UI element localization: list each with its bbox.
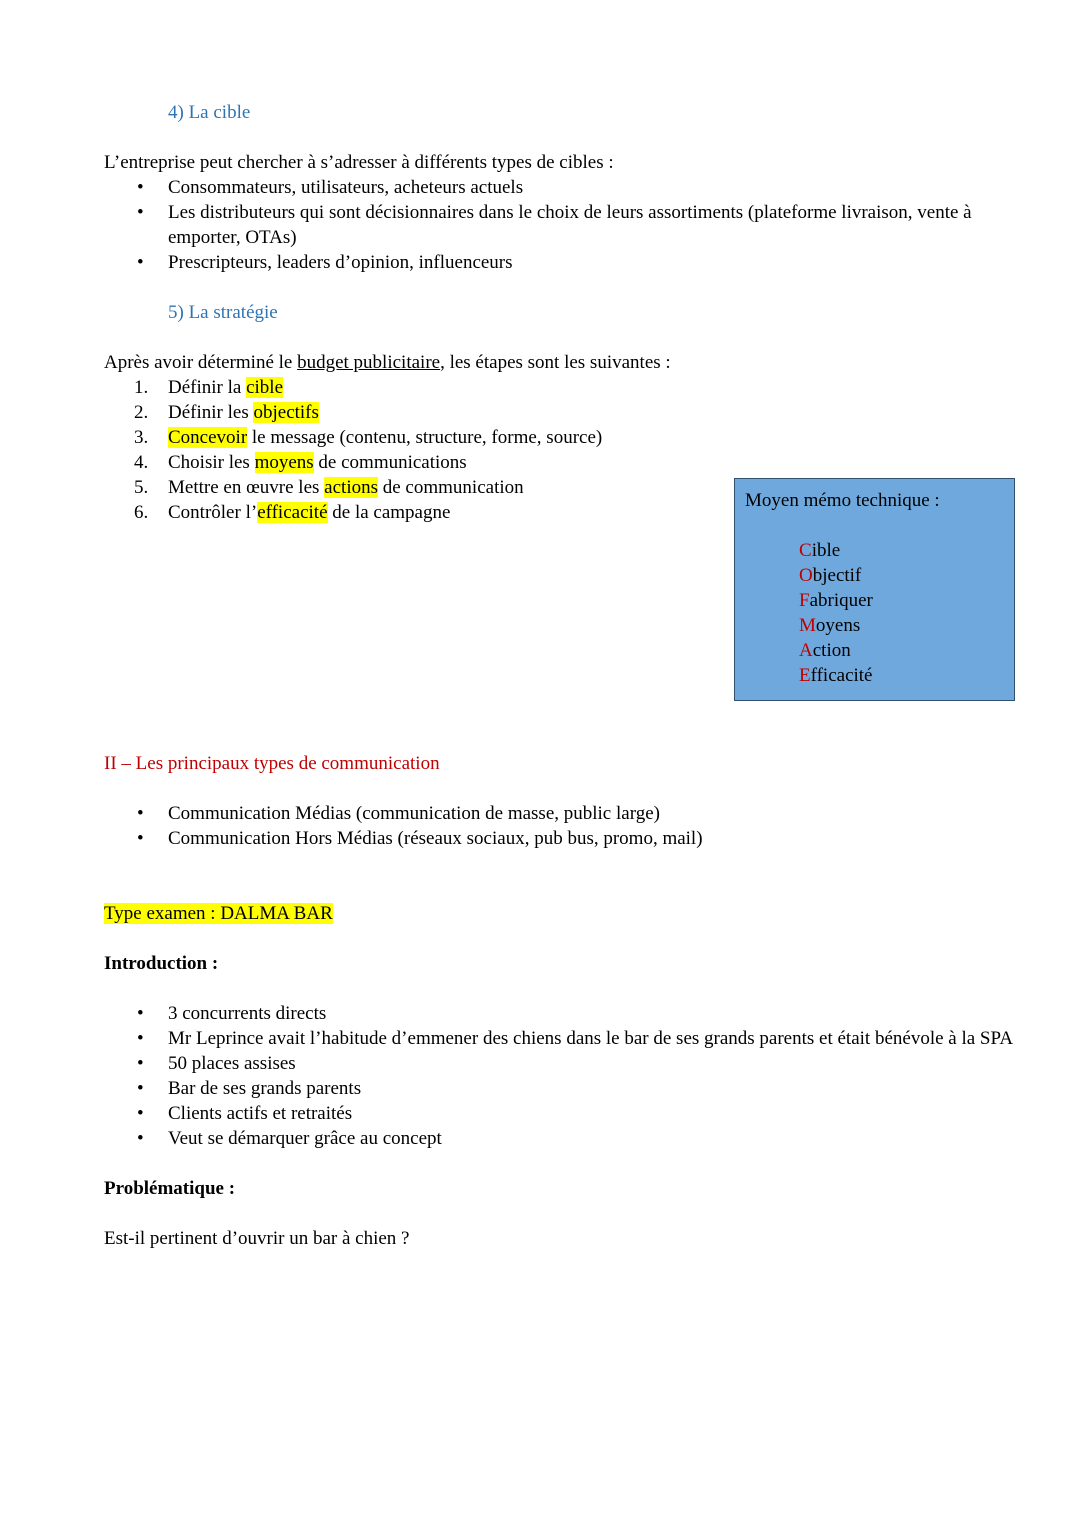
- list-item: • Veut se démarquer grâce au concept: [104, 1126, 1014, 1151]
- memo-rest: ction: [812, 640, 851, 661]
- memo-rest: bjectif: [812, 565, 862, 586]
- memo-rest: fficacité: [810, 665, 873, 686]
- communication-bullet-list: [104, 801, 1014, 851]
- step-highlight: objectifs: [253, 402, 319, 423]
- list-item: • Communication Médias (communication de masse, public large): [104, 801, 1014, 826]
- memo-title: Moyen mémo technique :: [745, 490, 940, 511]
- step-text: Définir la: [168, 377, 247, 398]
- problematique-text: Est-il pertinent d’ouvrir un bar à chien ?: [104, 1228, 410, 1249]
- memo-initial: M: [799, 615, 816, 636]
- list-item: • Bar de ses grands parents: [104, 1076, 1014, 1101]
- list-item: • Les distributeurs qui sont décisionnaires dans le choix de leurs assortiments (plateforme livraison, vente à emporter, OTAs): [104, 200, 1014, 250]
- heading-types-communication: II – Les principaux types de communication: [104, 753, 440, 774]
- step-text: de communications: [313, 452, 467, 473]
- cible-intro-paragraph: L’entreprise peut chercher à s’adresser à différents types de cibles :: [104, 152, 614, 173]
- introduction-bullet-list: [104, 1001, 1014, 1151]
- step-highlight: actions: [324, 477, 378, 498]
- step-highlight: cible: [246, 377, 284, 398]
- step-text: Définir les: [168, 402, 254, 423]
- step-item: [104, 375, 1014, 400]
- heading-la-strategie: 5) La stratégie: [168, 302, 278, 323]
- list-item: • 50 places assises: [104, 1051, 1014, 1076]
- memo-initial: F: [799, 590, 810, 611]
- memo-list: [745, 538, 1004, 688]
- step-text: le message (contenu, structure, forme, source): [247, 427, 603, 448]
- step-text: de la campagne: [327, 502, 451, 523]
- memo-rest: oyens: [815, 615, 861, 636]
- step-text: Choisir les: [168, 452, 255, 473]
- memo-initial: C: [799, 540, 812, 561]
- step-item: [104, 425, 1014, 450]
- memo-initial: O: [799, 565, 813, 586]
- step-item: [104, 450, 1014, 475]
- strategie-intro-paragraph: [104, 350, 1014, 375]
- memo-item: [799, 613, 1004, 638]
- step-item: [104, 400, 1014, 425]
- list-item: • Communication Hors Médias (réseaux sociaux, pub bus, promo, mail): [104, 826, 1014, 851]
- heading-la-cible: 4) La cible: [168, 102, 251, 123]
- memo-rest: abriquer: [809, 590, 873, 611]
- memo-item: [799, 538, 1004, 563]
- list-item: • 3 concurrents directs: [104, 1001, 1014, 1026]
- step-text: de communication: [378, 477, 524, 498]
- exam-type-line: [104, 901, 1014, 926]
- list-item: • Prescripteurs, leaders d’opinion, influenceurs: [104, 250, 1014, 275]
- step-highlight: moyens: [254, 452, 314, 473]
- list-item: • Consommateurs, utilisateurs, acheteurs actuels: [104, 175, 1014, 200]
- memo-technique-box: [734, 478, 1015, 701]
- step-highlight: Concevoir: [168, 427, 248, 448]
- step-highlight: efficacité: [257, 502, 328, 523]
- intro-text-pre: Après avoir déterminé le: [104, 352, 298, 373]
- step-text: Contrôler l’: [168, 502, 258, 523]
- memo-initial: E: [799, 665, 811, 686]
- list-item: • Clients actifs et retraités: [104, 1101, 1014, 1126]
- underlined-text: budget publicitaire: [297, 352, 441, 373]
- memo-item: [799, 638, 1004, 663]
- memo-item: [799, 663, 1004, 688]
- intro-text-post: , les étapes sont les suivantes :: [440, 352, 671, 373]
- problematique-heading: Problématique :: [104, 1178, 236, 1199]
- memo-rest: ible: [811, 540, 841, 561]
- step-text: Mettre en œuvre les: [168, 477, 325, 498]
- introduction-heading: Introduction :: [104, 953, 219, 974]
- memo-initial: A: [799, 640, 813, 661]
- cible-bullet-list: [104, 175, 1014, 275]
- memo-item: [799, 563, 1004, 588]
- list-item: • Mr Leprince avait l’habitude d’emmener des chiens dans le bar de ses grands parents et était bénévole à la SPA: [104, 1026, 1014, 1051]
- memo-item: [799, 588, 1004, 613]
- exam-highlight: Type examen : DALMA BAR: [104, 903, 333, 924]
